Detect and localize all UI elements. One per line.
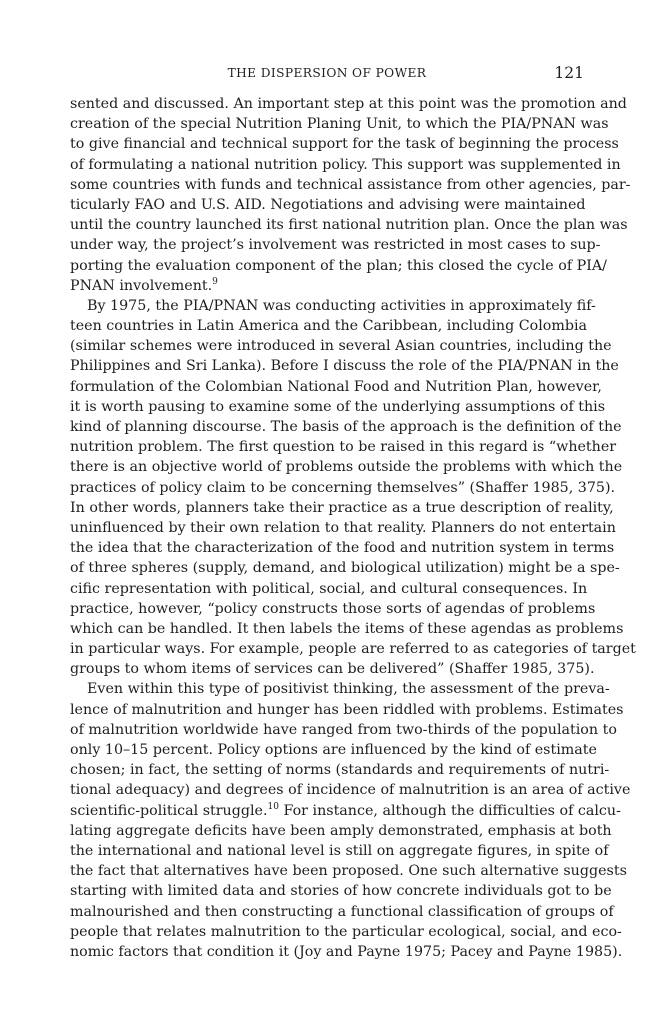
footnote-marker[interactable]: 9 <box>212 276 218 287</box>
text-line: nutrition problem. The first question to be raised in this regard is “whether <box>70 439 617 456</box>
text-line: chosen; in fact, the setting of norms (standards and requirements of nutri- <box>70 762 610 779</box>
text-line: Even within this type of positivist thinking, the assessment of the preva- <box>87 681 610 698</box>
text-line: nomic factors that condition it (Joy and Payne 1975; Pacey and Payne 1985). <box>70 943 623 960</box>
text-line: tional adequacy) and degrees of incidence of malnutrition is an area of active <box>70 782 631 799</box>
paragraph <box>70 679 631 962</box>
text-line: lence of malnutrition and hunger has been riddled with problems. Estimates <box>70 701 624 718</box>
page-number: 121 <box>554 64 584 82</box>
line-text: For instance, although the difficulties of calcu- <box>278 802 621 819</box>
text-line: In other words, planners take their practice as a true description of reality, <box>70 499 614 516</box>
text-line: of malnutrition worldwide have ranged from two-thirds of the population to <box>70 721 617 738</box>
paragraph <box>70 296 636 680</box>
text-line: the idea that the characterization of the food and nutrition system in terms <box>70 540 615 557</box>
text-line: cific representation with political, social, and cultural consequences. In <box>70 580 588 597</box>
body-text <box>70 94 636 962</box>
running-title: THE DISPERSION OF POWER <box>227 66 427 80</box>
text-line: there is an objective world of problems outside the problems with which the <box>70 459 623 476</box>
text-line: (similar schemes were introduced in several Asian countries, including the <box>70 338 612 355</box>
text-line: it is worth pausing to examine some of the underlying assumptions of this <box>70 398 606 415</box>
footnote-marker[interactable]: 10 <box>267 801 279 812</box>
text-line: people that relates malnutrition to the particular ecological, social, and eco- <box>70 923 622 940</box>
text-line: some countries with funds and technical assistance from other agencies, par- <box>70 176 631 193</box>
text-line: the fact that alternatives have been proposed. One such alternative suggests <box>70 863 627 880</box>
text-line: only 10–15 percent. Policy options are influenced by the kind of estimate <box>70 742 597 758</box>
text-line: Philippines and Sri Lanka). Before I discuss the role of the PIA/PNAN in the <box>70 358 619 375</box>
text-line <box>70 801 621 821</box>
text-line: teen countries in Latin America and the Caribbean, including Colombia <box>70 318 588 335</box>
text-line: practices of policy claim to be concerning themselves” (Shaffer 1985, 375). <box>70 479 616 496</box>
text-line: porting the evaluation component of the plan; this closed the cycle of PIA/ <box>70 257 607 274</box>
text-line: ticularly FAO and U.S. AID. Negotiations and advising were maintained <box>70 196 586 213</box>
text-line: in particular ways. For example, people are referred to as categories of target <box>70 641 636 658</box>
text-line: kind of planning discourse. The basis of the approach is the definition of the <box>70 419 622 435</box>
text-line: until the country launched its first national nutrition plan. Once the plan was <box>70 217 628 234</box>
text-line: under way, the project’s involvement was restricted in most cases to sup- <box>70 237 601 254</box>
text-line: By 1975, the PIA/PNAN was conducting activities in approximately fif- <box>87 297 596 314</box>
running-head <box>70 64 584 86</box>
text-line: of three spheres (supply, demand, and biological utilization) might be a spe- <box>70 560 620 577</box>
text-line: groups to whom items of services can be delivered” (Shaffer 1985, 375). <box>70 661 595 678</box>
line-text: PNAN involvement. <box>70 277 213 294</box>
text-line: formulation of the Colombian National Food and Nutrition Plan, however, <box>70 378 602 395</box>
text-line: uninfluenced by their own relation to that reality. Planners do not entertain <box>70 519 616 536</box>
text-line <box>70 276 584 296</box>
text-line: practice, however, “policy constructs those sorts of agendas of problems <box>70 600 596 617</box>
text-line: starting with limited data and stories of how concrete individuals got to be <box>70 883 612 900</box>
text-line: of formulating a national nutrition policy. This support was supplemented in <box>70 156 621 173</box>
text-line: lating aggregate deficits have been amply demonstrated, emphasis at both <box>70 822 612 839</box>
text-line: the international and national level is still on aggregate figures, in spite of <box>70 842 609 859</box>
text-line: creation of the special Nutrition Planing Unit, to which the PIA/PNAN was <box>70 116 609 133</box>
text-line: to give financial and technical support for the task of beginning the process <box>70 136 619 153</box>
text-line: which can be handled. It then labels the items of these agendas as problems <box>70 620 624 637</box>
text-line: sented and discussed. An important step at this point was the promotion and <box>70 96 627 112</box>
paragraph <box>70 94 631 296</box>
text-line: malnourished and then constructing a functional classification of groups of <box>70 903 614 920</box>
line-text: scientific-political struggle. <box>70 802 268 819</box>
